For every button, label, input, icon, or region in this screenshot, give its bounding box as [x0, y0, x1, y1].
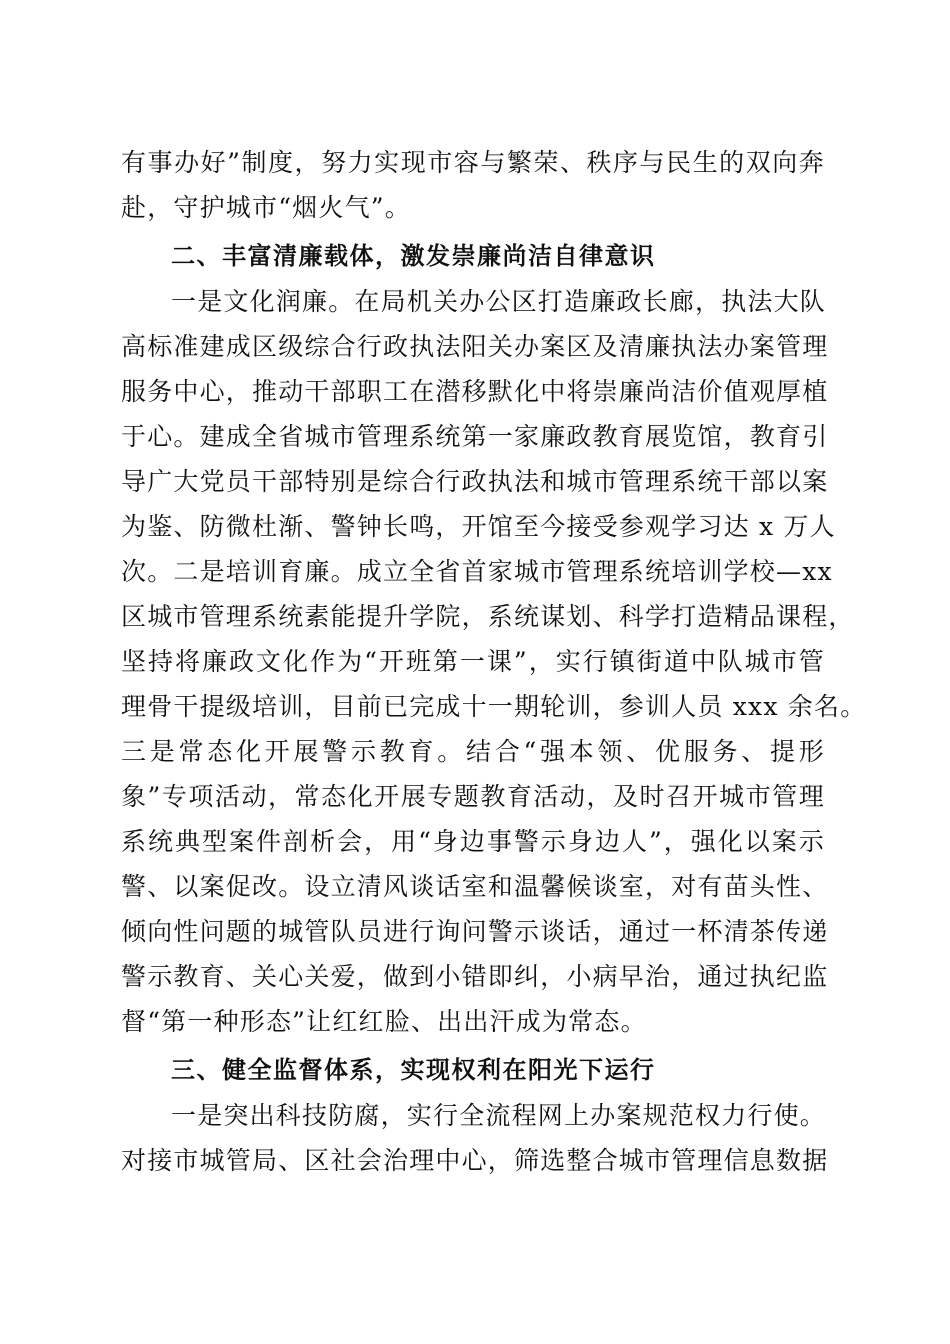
section-heading-3: 三、健全监督体系，实现权利在阳光下运行 [171, 1056, 656, 1084]
text-line: 系统典型案件剖析会，用“身边事警示身边人”，强化以案示 [121, 827, 825, 856]
paragraph-2 [121, 279, 867, 1044]
text-line: 次。二是培训育廉。成立全省首家城市管理系统培训学校—xx [121, 557, 833, 586]
text-line: 为鉴、防微杜渐、警钟长鸣，开馆至今接受参观学习达 x 万人 [121, 512, 836, 541]
paragraph-continued [121, 140, 825, 230]
text-line: 理骨干提级培训，目前已完成十一期轮训，参训人员 xxx 余名。 [121, 692, 867, 721]
text-line: 一是文化润廉。在局机关办公区打造廉政长廊，执法大队 [171, 287, 827, 316]
text-line: 督“第一种形态”让红红脸、出出汗成为常态。 [121, 1007, 647, 1036]
text-line: 倾向性问题的城管队员进行询问警示谈话，通过一杯清茶传递 [121, 917, 829, 946]
text-line: 坚持将廉政文化作为“开班第一课”，实行镇街道中队城市管 [121, 647, 825, 676]
text-line: 于心。建成全省城市管理系统第一家廉政教育展览馆，教育引 [121, 422, 829, 451]
text-line: 一是突出科技防腐，实行全流程网上办案规范权力行使。 [171, 1101, 827, 1130]
text-line: 赴，守护城市“烟火气”。 [121, 193, 411, 222]
document-body [121, 140, 867, 1183]
text-line: 服务中心，推动干部职工在潜移默化中将崇廉尚洁价值观厚植 [121, 377, 829, 406]
text-line: 导广大党员干部特别是综合行政执法和城市管理系统干部以案 [121, 467, 829, 496]
text-line: 高标准建成区级综合行政执法阳关办案区及清廉执法办案管理 [121, 332, 829, 361]
text-line: 象”专项活动，常态化开展专题教育活动，及时召开城市管理 [121, 782, 825, 811]
text-line: 有事办好”制度，努力实现市容与繁荣、秩序与民生的双向奔 [121, 148, 825, 177]
paragraph-3 [121, 1093, 829, 1183]
text-line: 警示教育、关心关爱，做到小错即纠，小病早治，通过执纪监 [121, 962, 829, 991]
text-line: 警、以案促改。设立清风谈话室和温馨候谈室，对有苗头性、 [121, 872, 829, 901]
text-line: 区城市管理系统素能提升学院，系统谋划、科学打造精品课程， [121, 602, 855, 631]
text-line: 对接市城管局、区社会治理中心，筛选整合城市管理信息数据 [121, 1146, 829, 1175]
section-heading-2: 二、丰富清廉载体，激发崇廉尚洁自律意识 [171, 242, 656, 270]
text-line: 三是常态化开展警示教育。结合“强本领、优服务、提形 [121, 737, 825, 766]
